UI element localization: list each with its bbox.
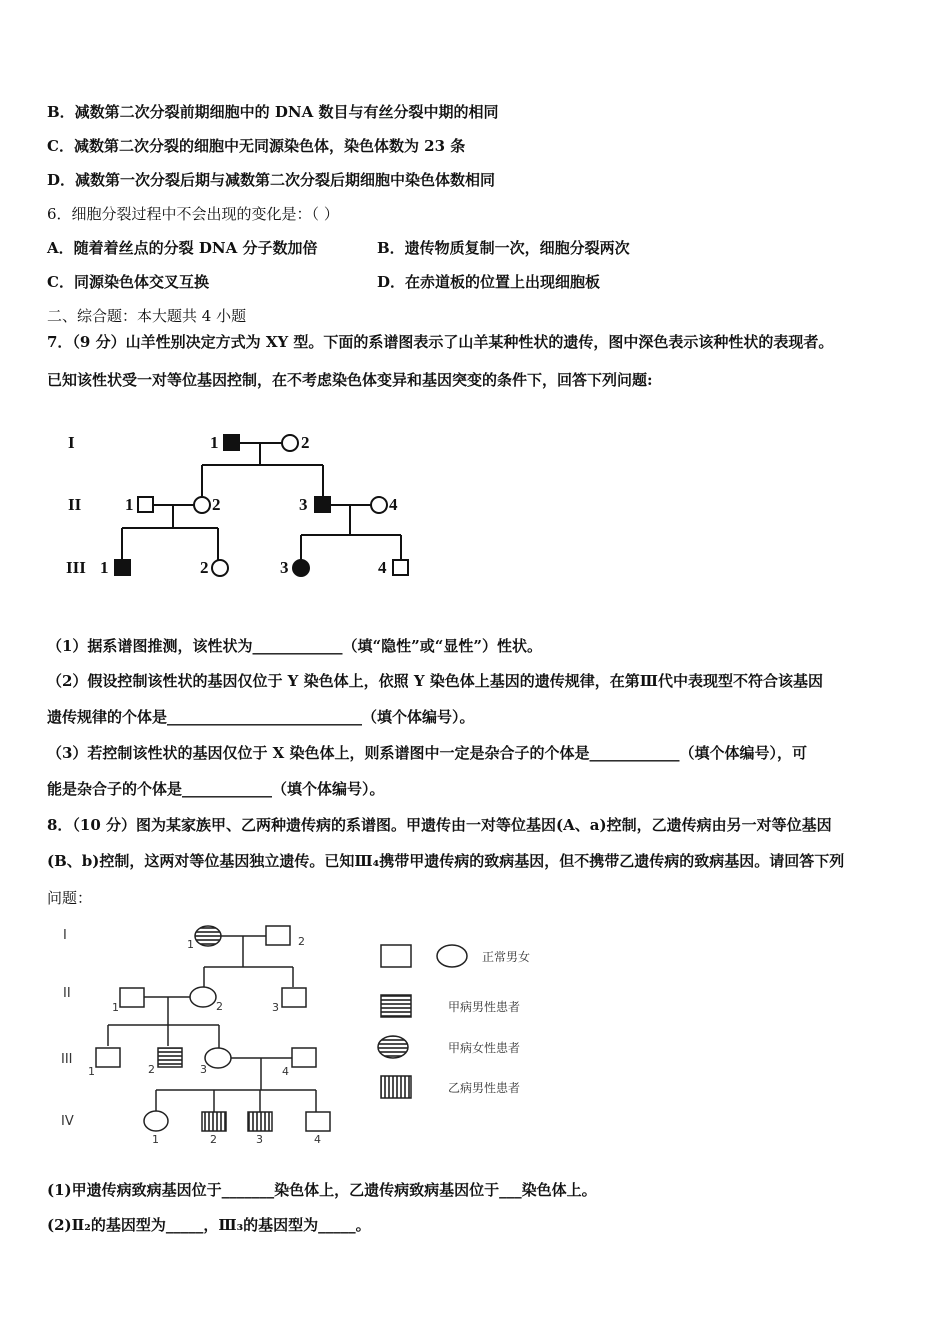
q8-label-IV-2: 2 bbox=[210, 1133, 217, 1146]
q7-II-4-female bbox=[371, 497, 387, 513]
q7-II-1-male bbox=[138, 497, 153, 512]
q8-I-2-normal-male bbox=[266, 926, 290, 945]
q8-gen-label-III: III bbox=[61, 1052, 73, 1067]
q8-II-1-normal-male bbox=[120, 988, 144, 1007]
q8-label-II-2: 2 bbox=[216, 1000, 223, 1013]
q8-legend-normal-female bbox=[437, 945, 467, 967]
q7-part3-line1: （3）若控制该性状的基因仅位于 X 染色体上，则系谱图中一定是杂合子的个体是____________（填个体编号），可 bbox=[47, 744, 808, 762]
q7-label-III-2: 2 bbox=[200, 558, 209, 577]
q6-option-d: D．在赤道板的位置上出现细胞板 bbox=[377, 273, 601, 291]
q7-III-1-affected-male bbox=[115, 560, 130, 575]
q5-option-d: D．减数第一次分裂后期与减数第二次分裂后期细胞中染色体数相同 bbox=[47, 171, 496, 189]
q7-pedigree bbox=[40, 410, 440, 600]
q7-label-III-4: 4 bbox=[378, 558, 387, 577]
q8-label-IV-3: 3 bbox=[256, 1133, 263, 1146]
q8-label-III-2: 2 bbox=[148, 1063, 155, 1076]
q7-label-I-2: 2 bbox=[301, 433, 310, 452]
q8-legend-yi-male bbox=[381, 1076, 411, 1098]
section-heading: 二、综合题：本大题共 4 小题 bbox=[47, 307, 247, 325]
q7-gen-label-III: III bbox=[66, 558, 86, 577]
q7-gen-label-II: II bbox=[68, 495, 82, 514]
q5-option-b: B．减数第二次分裂前期细胞中的 DNA 数目与有丝分裂中期的相同 bbox=[47, 103, 499, 121]
q8-label-III-1: 1 bbox=[88, 1065, 95, 1078]
q8-IV-1-normal-female bbox=[144, 1111, 168, 1131]
q8-legend-normal-male bbox=[381, 945, 411, 967]
q7-label-II-2: 2 bbox=[212, 495, 221, 514]
q8-III-4-normal-male bbox=[292, 1048, 316, 1067]
q6-option-a: A．随着着丝点的分裂 DNA 分子数加倍 bbox=[47, 239, 318, 257]
q7-stem-line2: 已知该性状受一对等位基因控制，在不考虑染色体变异和基因突变的条件下，回答下列问题: bbox=[47, 371, 653, 389]
q8-label-I-1: 1 bbox=[187, 938, 194, 951]
q7-part2-line1: （2）假设控制该性状的基因仅位于 Y 染色体上，依照 Y 染色体上基因的遗传规律，在第Ⅲ代中表现型不符合该基因 bbox=[47, 672, 824, 690]
q5-option-c: C．减数第二次分裂的细胞中无同源染色体，染色体数为 23 条 bbox=[47, 137, 466, 155]
q8-stem-line3: 问题： bbox=[47, 889, 93, 907]
q7-label-III-3: 3 bbox=[280, 558, 289, 577]
q8-part1: (1)甲遗传病致病基因位于_______染色体上，乙遗传病致病基因位于___染色体上。 bbox=[47, 1181, 597, 1199]
q8-gen-label-II: II bbox=[63, 986, 71, 1001]
q6-option-c: C．同源染色体交叉互换 bbox=[47, 273, 209, 291]
q8-III-1-normal-male bbox=[96, 1048, 120, 1067]
q8-legend-jia-male bbox=[381, 995, 411, 1017]
q7-I-1-affected-male bbox=[224, 435, 239, 450]
q8-label-IV-1: 1 bbox=[152, 1133, 159, 1146]
q8-pedigree bbox=[48, 915, 548, 1147]
q7-label-III-1: 1 bbox=[100, 558, 109, 577]
q8-legend-label-normal: 正常男女 bbox=[482, 950, 531, 964]
q7-III-3-affected-female bbox=[293, 560, 309, 576]
q8-IV-3-yi-affected-male bbox=[248, 1112, 272, 1131]
q8-label-II-3: 3 bbox=[272, 1001, 279, 1014]
q7-part2-line2: 遗传规律的个体是__________________________（填个体编号）。 bbox=[47, 708, 475, 726]
q7-label-I-1: 1 bbox=[210, 433, 219, 452]
q8-label-IV-4: 4 bbox=[314, 1133, 321, 1146]
q8-label-I-2: 2 bbox=[298, 935, 305, 948]
q8-stem-line2: (B、b)控制，这两对等位基因独立遗传。已知Ⅲ₄携带甲遗传病的致病基因，但不携带乙遗传病的致病基因。请回答下列 bbox=[47, 852, 845, 870]
q7-part1: （1）据系谱图推测，该性状为____________（填“隐性”或“显性”）性状。 bbox=[47, 637, 542, 655]
q7-III-4-male bbox=[393, 560, 408, 575]
q8-I-1-jia-affected-female bbox=[195, 926, 221, 946]
q7-label-II-3: 3 bbox=[299, 495, 308, 514]
q8-legend-label-jia-female: 甲病女性患者 bbox=[448, 1041, 521, 1055]
q8-IV-4-normal-male bbox=[306, 1112, 330, 1131]
q8-legend-label-jia-male: 甲病男性患者 bbox=[448, 1000, 521, 1014]
q7-part3-line2: 能是杂合子的个体是____________（填个体编号）。 bbox=[47, 780, 385, 798]
q8-III-3-normal-female bbox=[205, 1048, 231, 1068]
q7-label-II-1: 1 bbox=[125, 495, 134, 514]
q7-stem-line1: 7．（9 分）山羊性别决定方式为 XY 型。下面的系谱图表示了山羊某种性状的遗传，图中深色表示该种性状的表现者。 bbox=[47, 333, 834, 351]
q8-II-3-normal-male bbox=[282, 988, 306, 1007]
q7-I-2-female bbox=[282, 435, 298, 451]
q8-part2: (2)Ⅱ₂的基因型为_____，Ⅲ₃的基因型为_____。 bbox=[47, 1216, 371, 1234]
q8-label-III-3: 3 bbox=[200, 1063, 207, 1076]
q8-label-II-1: 1 bbox=[112, 1001, 119, 1014]
q7-label-II-4: 4 bbox=[389, 495, 398, 514]
q8-legend-label-yi-male: 乙病男性患者 bbox=[448, 1081, 521, 1095]
q8-IV-2-yi-affected-male bbox=[202, 1112, 226, 1131]
q8-II-2-normal-female bbox=[190, 987, 216, 1007]
q8-gen-label-I: I bbox=[63, 928, 67, 943]
q7-gen-label-I: I bbox=[68, 433, 75, 452]
q7-III-2-female bbox=[212, 560, 228, 576]
q6-option-b: B．遗传物质复制一次，细胞分裂两次 bbox=[377, 239, 630, 257]
q8-label-III-4: 4 bbox=[282, 1065, 289, 1078]
q7-II-2-female bbox=[194, 497, 210, 513]
q8-legend-jia-female bbox=[378, 1036, 408, 1058]
q8-stem-line1: 8．（10 分）图为某家族甲、乙两种遗传病的系谱图。甲遗传由一对等位基因(A、a)控制，乙遗传病由另一对等位基因 bbox=[47, 816, 832, 834]
q6-stem: 6．细胞分裂过程中不会出现的变化是：（ ） bbox=[47, 205, 339, 223]
q8-III-2-jia-affected-male bbox=[158, 1048, 182, 1067]
q8-gen-label-IV: IV bbox=[61, 1114, 74, 1129]
q7-II-3-affected-male bbox=[315, 497, 330, 512]
